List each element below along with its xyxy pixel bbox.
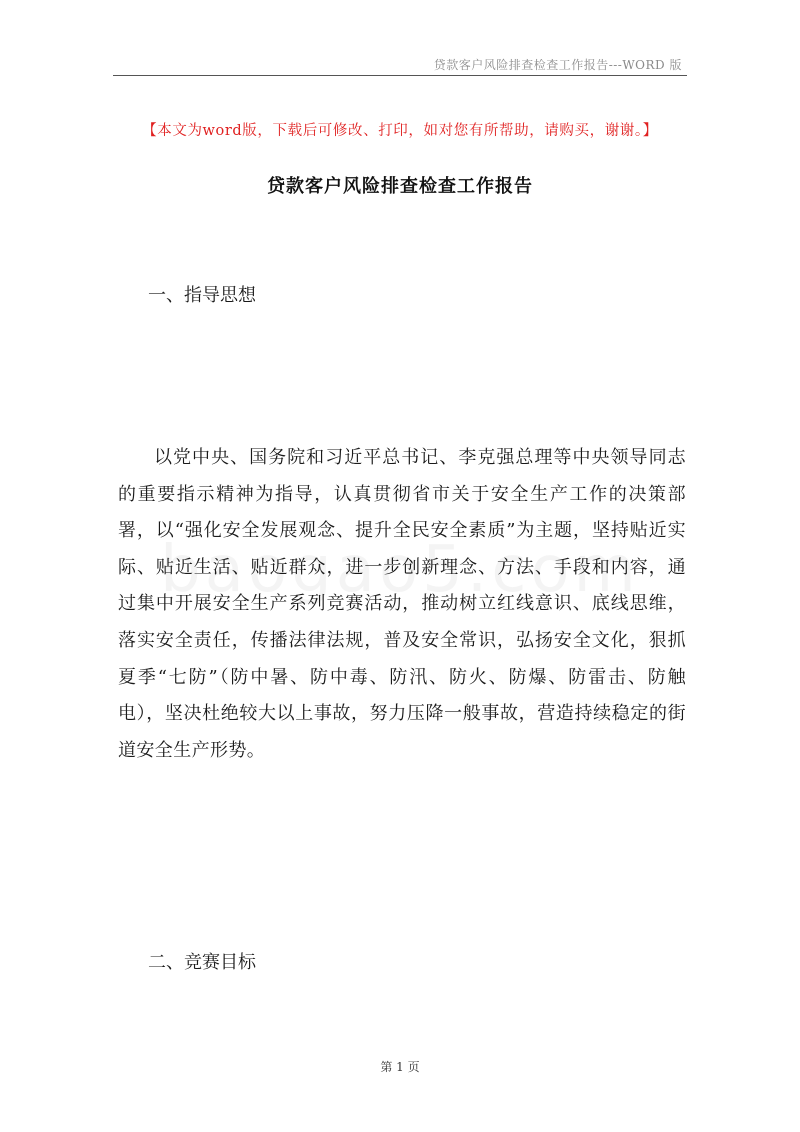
download-notice: 【本文为word版，下载后可修改、打印，如对您有所帮助，请购买，谢谢。】 [142, 123, 658, 139]
section-heading-guiding-ideology: 一、指导思想 [148, 285, 256, 306]
section-heading-competition-goals: 二、竞赛目标 [148, 952, 256, 973]
page-number: 第 1 页 [380, 1060, 420, 1074]
document-title: 贷款客户风险排查检查工作报告 [267, 176, 533, 197]
running-header: 贷款客户风险排查检查工作报告---WORD 版 [433, 58, 682, 72]
header-divider [113, 75, 687, 76]
body-paragraph: 以党中央、国务院和习近平总书记、李克强总理等中央领导同志的重要指示精神为指导，认真贯彻省市关于安全生产工作的决策部署，以“强化安全发展观念、提升全民安全素质”为主题，坚持贴近实际、贴近生活、贴近群众，进一步创新理念、方法、手段和内容，通过集中开展安全生产系列竞赛活动，推动树立红线意识、底线思维，落实安全责任，传播法律法规，普及安全常识，弘扬安全文化，狠抓夏季“七防”（防中暑、防中毒、防汛、防火、防爆、防雷击、防触电），坚决杜绝较大以上事故，努力压降一般事故，营造持续稳定的街道安全生产形势。 [118, 447, 686, 761]
